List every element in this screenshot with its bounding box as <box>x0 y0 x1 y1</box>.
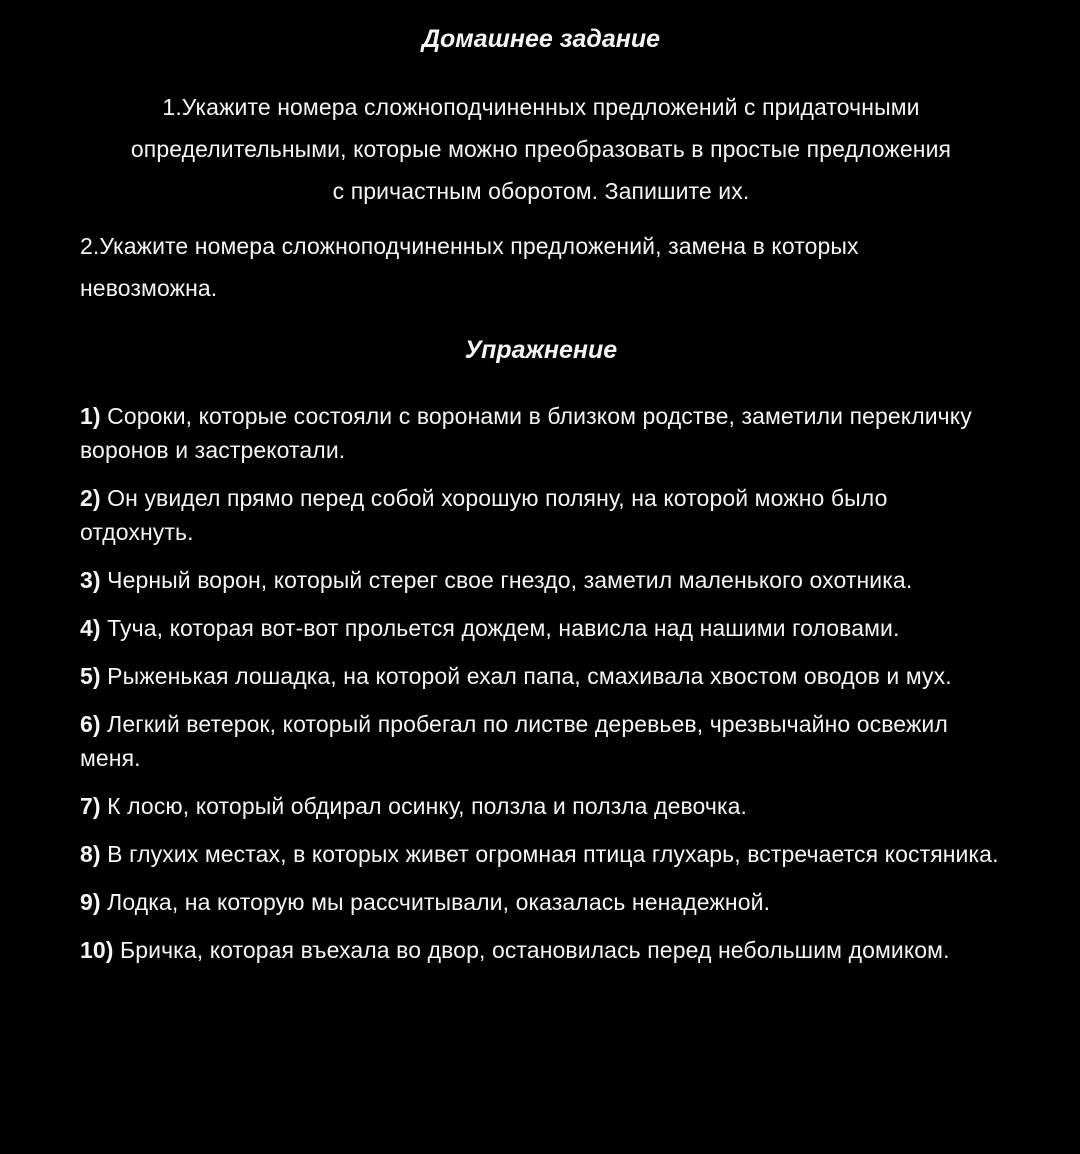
item-text: Бричка, которая въехала во двор, остановилась перед небольшим домиком. <box>120 937 950 963</box>
exercise-item-10 <box>80 933 1002 967</box>
task-1-line: определительными, которые можно преобразовать в простые предложения <box>130 136 952 162</box>
exercise-item-7 <box>80 789 1002 823</box>
item-text: Туча, которая вот-вот прольется дождем, нависла над нашими головами. <box>107 615 900 641</box>
item-number: 6) <box>80 711 101 737</box>
exercise-title: Упражнение <box>464 336 618 364</box>
exercise-item-3 <box>80 563 1002 597</box>
item-text: Легкий ветерок, который пробегал по листве деревьев, чрезвычайно освежил меня. <box>80 711 948 771</box>
exercise-item-4 <box>80 611 1002 645</box>
exercise-item-6 <box>80 707 1002 775</box>
exercise-item-8 <box>80 837 1002 871</box>
task-1-line: с причастным оборотом. Запишите их. <box>332 178 750 204</box>
item-number: 1) <box>80 403 101 429</box>
item-number: 3) <box>80 567 101 593</box>
item-number: 7) <box>80 793 101 819</box>
exercise-item-5 <box>80 659 1002 693</box>
exercise-item-9 <box>80 885 1002 919</box>
exercise-list <box>80 399 1002 967</box>
item-text: Сороки, которые состояли с воронами в близком родстве, заметили перекличку воронов и застрекотали. <box>80 403 972 463</box>
task-1 <box>80 86 1002 212</box>
item-text: Черный ворон, который стерег свое гнездо, заметил маленького охотника. <box>107 567 913 593</box>
homework-title: Домашнее задание <box>421 25 661 53</box>
item-text: К лосю, который обдирал осинку, ползла и ползла девочка. <box>107 793 748 819</box>
item-number: 10) <box>80 937 114 963</box>
exercise-item-1 <box>80 399 1002 467</box>
item-text: Лодка, на которую мы рассчитывали, оказалась ненадежной. <box>107 889 771 915</box>
item-text: Рыженькая лошадка, на которой ехал папа, смахивала хвостом оводов и мух. <box>107 663 952 689</box>
item-text: В глухих местах, в которых живет огромная птица глухарь, встречается костяника. <box>107 841 999 867</box>
task-1-line: 1.Укажите номера сложноподчиненных предложений с придаточными <box>162 94 920 120</box>
item-text: Он увидел прямо перед собой хорошую поляну, на которой можно было отдохнуть. <box>80 485 888 545</box>
exercise-item-2 <box>80 481 1002 549</box>
task-2: 2.Укажите номера сложноподчиненных предложений, замена в которых невозможна. <box>80 233 859 301</box>
item-number: 9) <box>80 889 101 915</box>
item-number: 8) <box>80 841 101 867</box>
item-number: 5) <box>80 663 101 689</box>
item-number: 2) <box>80 485 101 511</box>
item-number: 4) <box>80 615 101 641</box>
